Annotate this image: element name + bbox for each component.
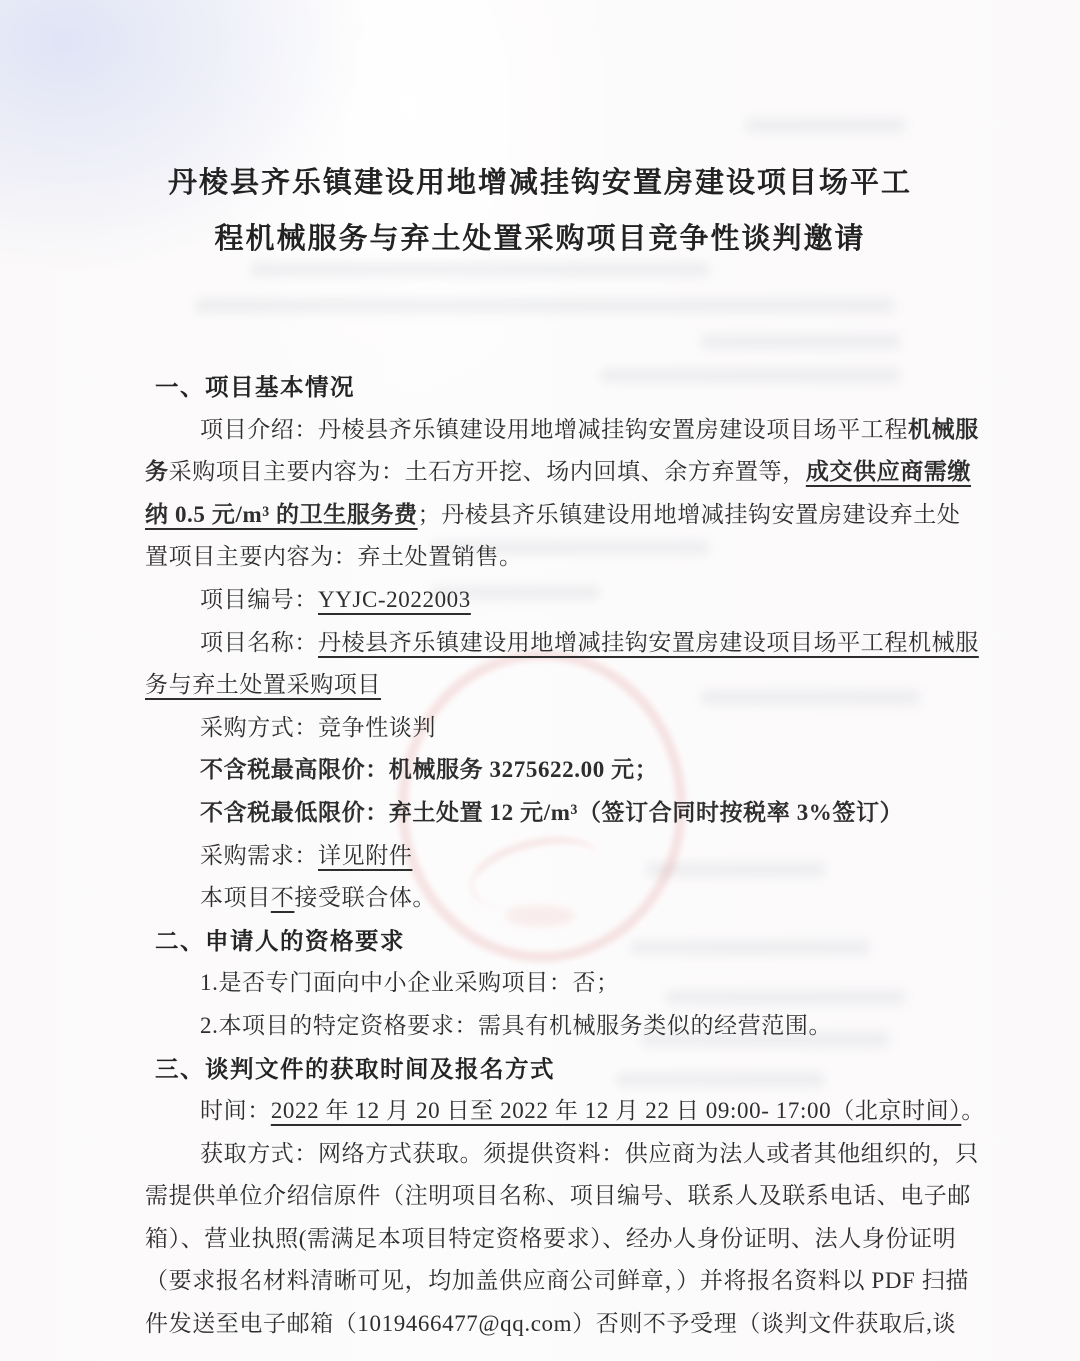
- project-name-value-cont: 务与弃土处置采购项目: [145, 672, 381, 698]
- min-price-line: 不含税最低限价：弃土处置 12 元/m³（签订合同时按税率 3%签订）: [200, 799, 904, 825]
- requirement-label: 采购需求：: [200, 842, 318, 868]
- procurement-method-line: 采购方式：竞争性谈判: [200, 714, 436, 740]
- intro-bold-term-cont: 务: [145, 459, 169, 485]
- bleedthrough-ghost: [700, 334, 900, 349]
- bleedthrough-ghost: [195, 298, 895, 313]
- fee-clause-start: 成交供应商需缴: [805, 459, 972, 485]
- time-label: 时间：: [200, 1098, 271, 1124]
- requirement-attachment-link: 详见附件: [318, 842, 413, 868]
- method-line-3: 箱）、营业执照(需满足本项目特定资格要求）、经办人身份证明、法人身份证明: [145, 1225, 957, 1251]
- consortium-text: 本项目: [200, 885, 271, 911]
- fee-clause-end: 纳 0.5 元/m³ 的卫生服务费: [145, 501, 418, 527]
- intro-line-4: 置项目主要内容为：弃土处置销售。: [145, 544, 523, 570]
- intro-text: 项目介绍：丹棱县齐乐镇建设用地增减挂钩安置房建设项目场平工程: [200, 416, 908, 442]
- qualification-item-1: 1.是否专门面向中小企业采购项目：否；: [200, 970, 620, 996]
- consortium-line: [145, 877, 935, 920]
- method-line-2: 需提供单位介绍信原件（注明项目名称、项目编号、联系人及联系电话、电子邮: [145, 1183, 971, 1209]
- project-name-label: 项目名称：: [200, 629, 318, 655]
- project-number-value: YYJC-2022003: [318, 586, 471, 612]
- bleedthrough-ghost: [745, 118, 905, 133]
- project-number-line: [145, 579, 935, 622]
- time-value: 2022 年 12 月 20 日至 2022 年 12 月 22 日 09:00- 17:00（北京时间）: [270, 1098, 962, 1124]
- project-name-line-2: [145, 664, 935, 707]
- consortium-text-end: 接受联合体。: [294, 885, 437, 911]
- document-title-line1: 丹棱县齐乐镇建设用地增减挂钩安置房建设项目场平工: [167, 167, 912, 199]
- time-line: [145, 1090, 985, 1133]
- intro-line-1: [145, 409, 979, 452]
- requirement-line: [145, 835, 935, 878]
- time-suffix: 。: [961, 1098, 985, 1124]
- intro-line-3: [145, 494, 961, 537]
- project-name-line-1: [145, 622, 979, 665]
- max-price-line: 不含税最高限价：机械服务 3275622.00 元；: [200, 757, 659, 783]
- section2-heading: 二、申请人的资格要求: [155, 927, 405, 954]
- document-body: [145, 366, 985, 1346]
- qualification-item-2: 2.本项目的特定资格要求：需具有机械服务类似的经营范围。: [200, 1012, 833, 1038]
- consortium-not: 不: [270, 885, 295, 911]
- method-line-4: （要求报名材料清晰可见，均加盖供应商公司鲜章，）并将报名资料以 PDF 扫描: [145, 1268, 969, 1294]
- method-line-5: 件发送至电子邮箱（1019466477@qq.com）否则不予受理（谈判文件获取后,谈: [145, 1311, 957, 1337]
- intro-text: 采购项目主要内容为：土石方开挖、场内回填、余方弃置等，: [168, 459, 806, 485]
- intro-text: ；丹棱县齐乐镇建设用地增减挂钩安置房建设弃土处: [417, 501, 961, 527]
- document-title: [0, 155, 1080, 267]
- method-line-1: 获取方式：网络方式获取。须提供资料：供应商为法人或者其他组织的，只: [200, 1140, 979, 1166]
- document-title-line2: 程机械服务与弃土处置采购项目竞争性谈判邀请: [214, 223, 866, 255]
- project-number-label: 项目编号：: [200, 586, 318, 612]
- section1-heading: 一、项目基本情况: [155, 374, 355, 400]
- section3-heading: 三、谈判文件的获取时间及报名方式: [155, 1055, 555, 1082]
- intro-bold-term: 机械服: [908, 416, 979, 442]
- project-name-value: 丹棱县齐乐镇建设用地增减挂钩安置房建设项目场平工程机械服: [318, 629, 979, 655]
- intro-line-2: [145, 451, 972, 494]
